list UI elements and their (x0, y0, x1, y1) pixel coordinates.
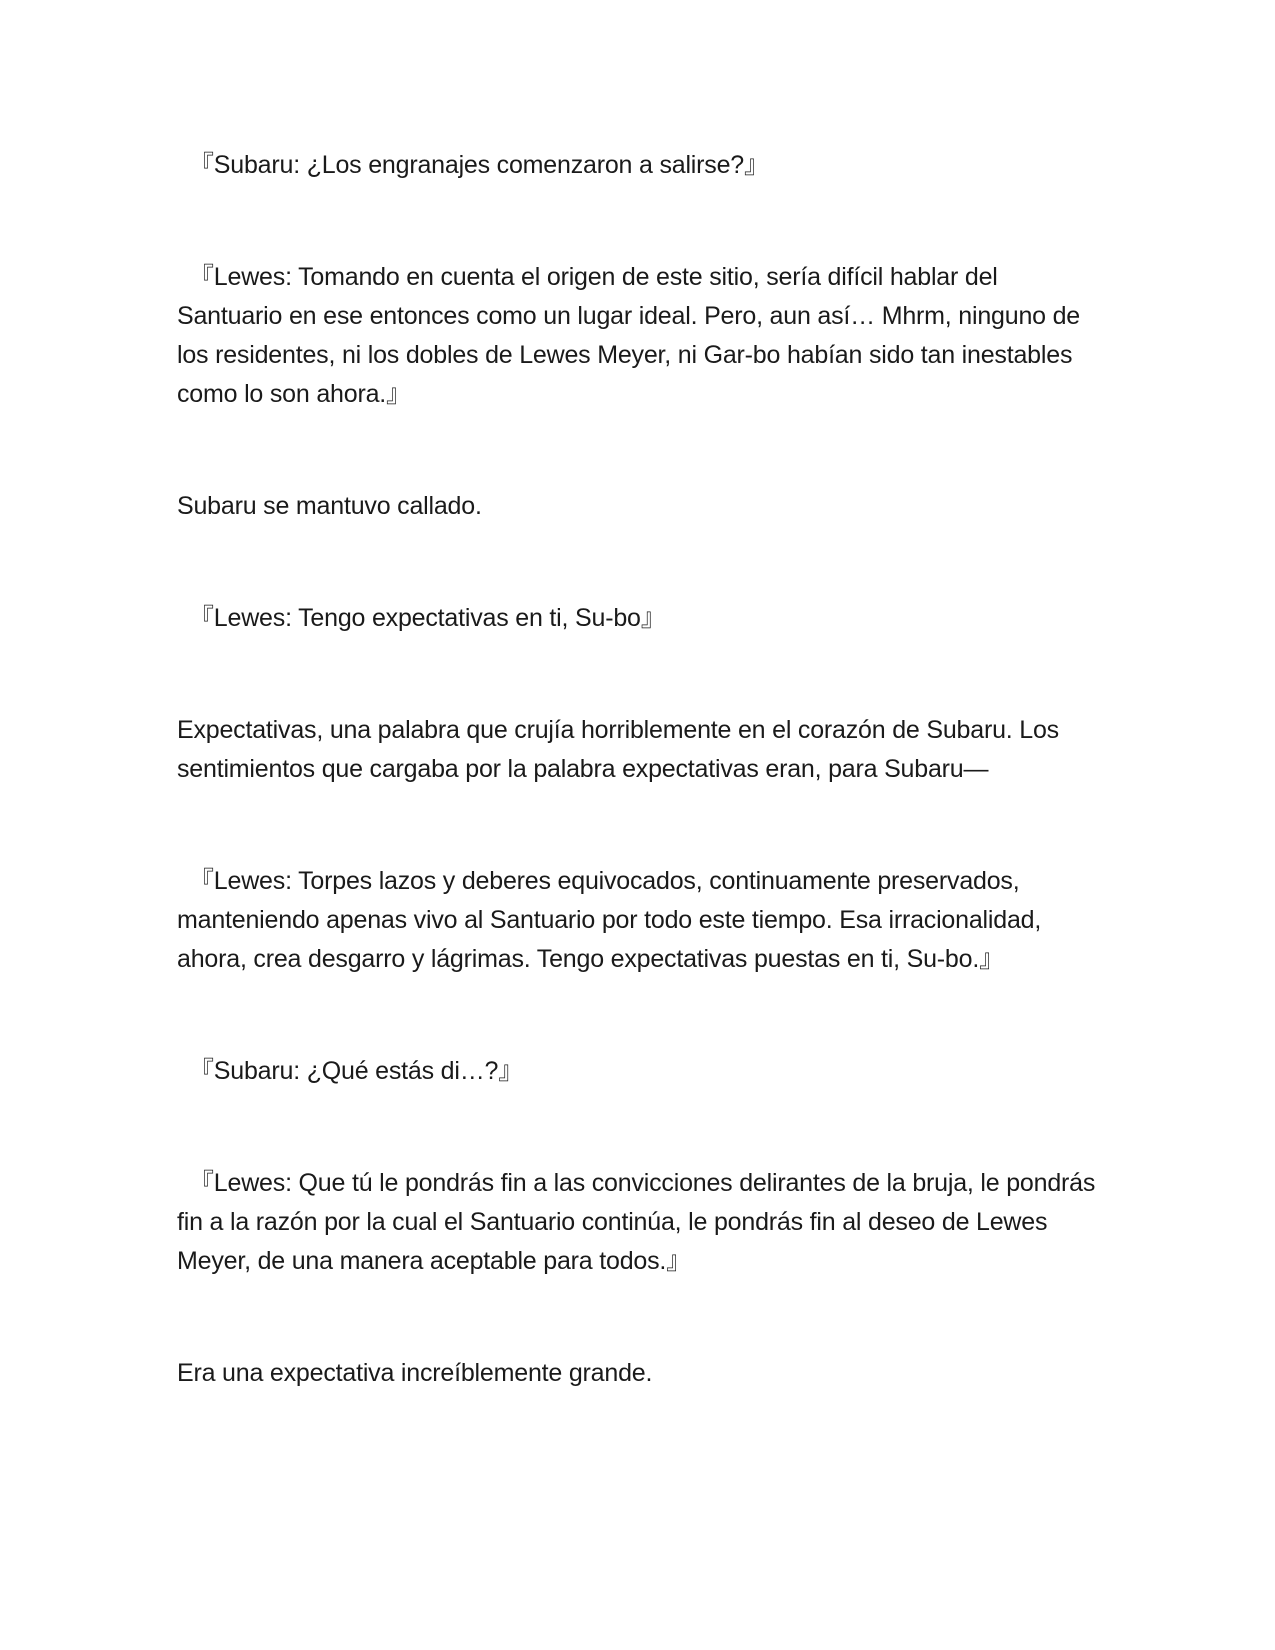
dialogue-lewes-clumsy-bonds: 『Lewes: Torpes lazos y deberes equivocados, continuamente preservados, manteniendo apenas vivo al Santuario por todo este tiempo. Esa irracionalidad, ahora, crea desgarro y lágrimas. Tengo expectativas puestas en ti, Su-bo.』 (177, 867, 1042, 973)
narration-expectations-word: Expectativas, una palabra que crujía horriblemente en el corazón de Subaru. Los sentimientos que cargaba por la palabra expectativas eran, para Subaru— (177, 716, 1059, 783)
narration-big-expectation: Era una expectativa increíblemente grande. (177, 1359, 653, 1387)
dialogue-lewes-origin: 『Lewes: Tomando en cuenta el origen de este sitio, sería difícil hablar del Santuario en ese entonces como un lugar ideal. Pero, aun así… Mhrm, ninguno de los residentes, ni los dobles de Lewes Meyer, ni Gar-bo habían sido tan inestables como lo son ahora.』 (177, 263, 1081, 408)
dialogue-subaru-gears: 『Subaru: ¿Los engranajes comenzaron a salirse?』 (189, 151, 769, 179)
dialogue-lewes-expectations: 『Lewes: Tengo expectativas en ti, Su-bo』 (189, 604, 666, 632)
dialogue-subaru-question: 『Subaru: ¿Qué estás di…?』 (189, 1057, 524, 1085)
narration-subaru-silent: Subaru se mantuvo callado. (177, 492, 482, 520)
dialogue-lewes-end-convictions: 『Lewes: Que tú le pondrás fin a las convicciones delirantes de la bruja, le pondrás fin a la razón por la cual el Santuario continúa, le pondrás fin al deseo de Lewes Meyer, de una manera aceptable para todos.』 (177, 1169, 1096, 1275)
document-body (177, 146, 1097, 1466)
